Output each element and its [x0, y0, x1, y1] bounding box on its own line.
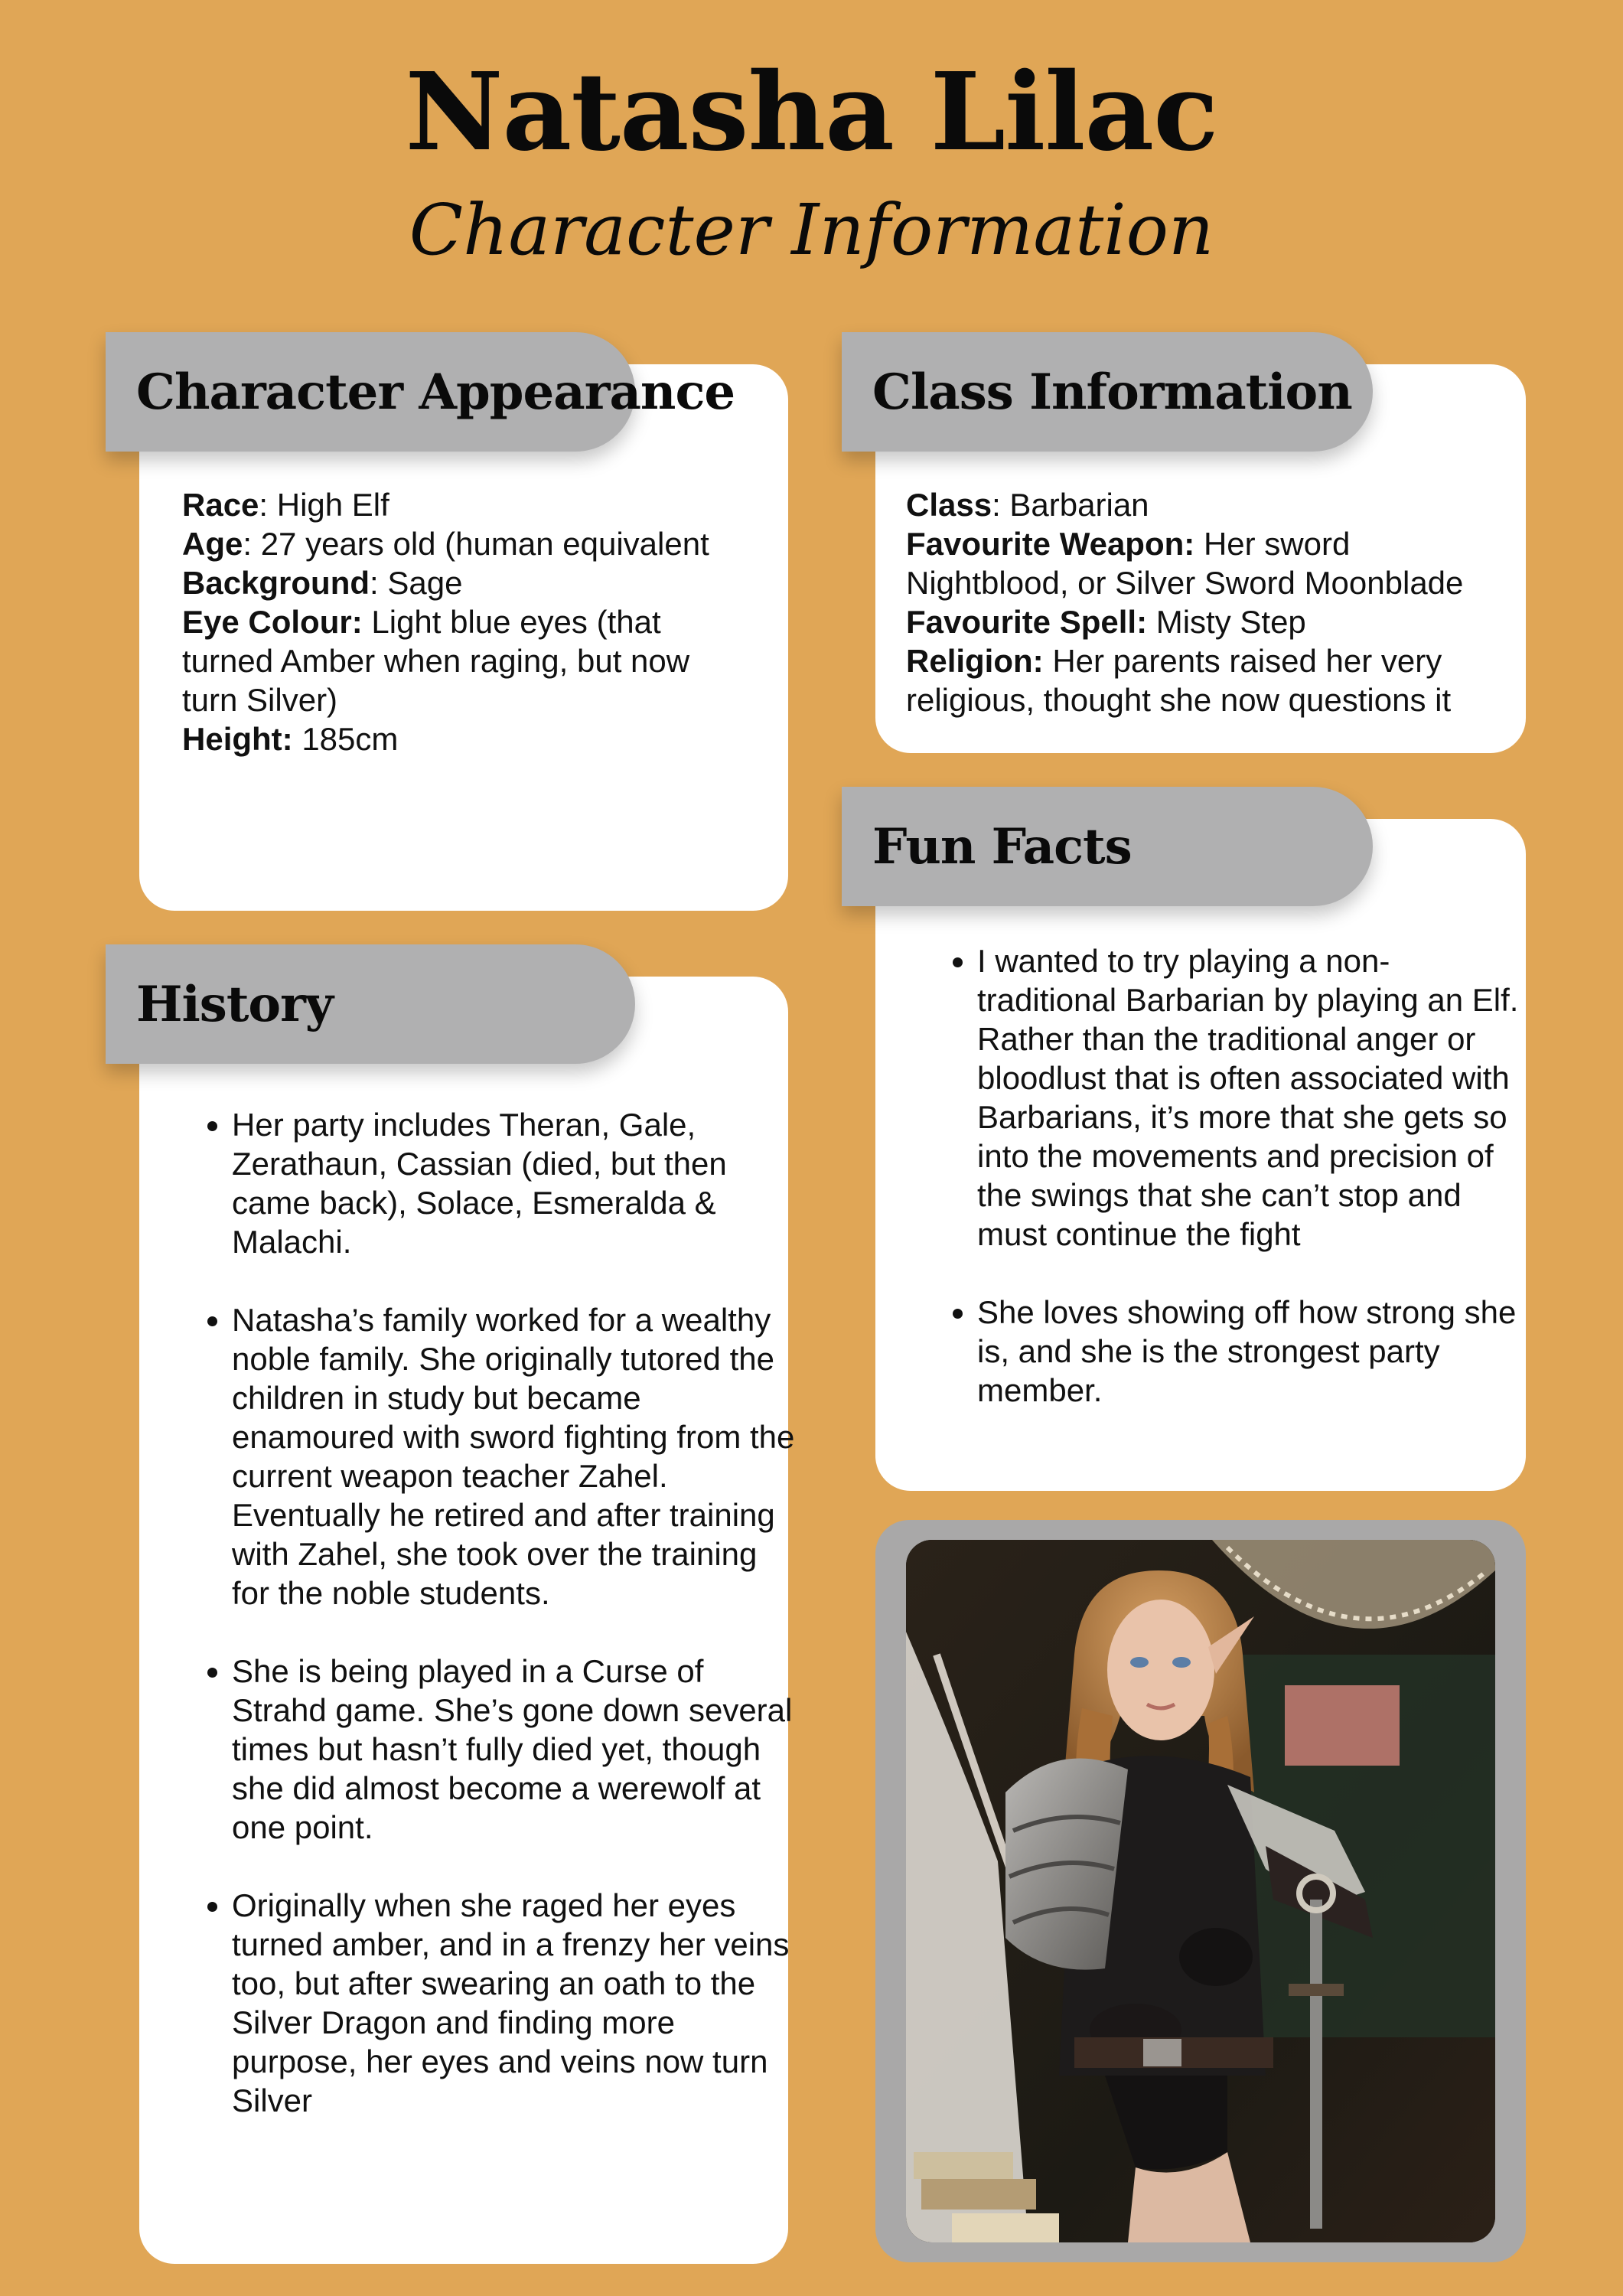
field-value: Her parents raised her very religious, thought she now questions it	[906, 643, 1452, 718]
field-value: Misty Step	[1155, 604, 1306, 640]
class-info-tab	[842, 332, 1373, 452]
list-item: • Her party includes Theran, Gale, Zerathaun, Cassian (died, but then came back), Solace, Esmeralda & Malachi.	[232, 1105, 798, 1261]
field-label: Race	[182, 487, 259, 523]
field-value: Her sword Nightblood, or Silver Sword Moonblade	[906, 526, 1464, 601]
history-list	[184, 1105, 798, 2120]
field-value: Light blue eyes (that turned Amber when raging, but now turn Silver)	[182, 604, 690, 718]
field-label: Class	[906, 487, 992, 523]
appearance-heading: Character Appearance	[136, 363, 735, 421]
history-heading: History	[136, 975, 333, 1033]
eye-colour-field	[182, 602, 748, 719]
field-value: 185cm	[301, 721, 399, 757]
fun-facts-heading: Fun Facts	[872, 817, 1132, 876]
field-label: Height:	[182, 721, 293, 757]
list-item: • She loves showing off how strong she is, and she is the strongest party member.	[977, 1293, 1528, 1410]
list-item: • She is being played in a Curse of Strahd game. She’s gone down several times but hasn’t fully died yet, though she did almost become a werewolf at one point.	[232, 1652, 798, 1847]
field-label: Background	[182, 565, 370, 601]
height-field	[182, 719, 748, 758]
list-item: • Natasha’s family worked for a wealthy noble family. She originally tutored the children in study but became enamoured with sword fighting from the current weapon teacher Zahel. Eventually he retired and after training with Zahel, she took over the training for the noble students.	[232, 1300, 798, 1613]
list-item: • I wanted to try playing a non-traditional Barbarian by playing an Elf. Rather than the traditional anger or bloodlust that is often associated with Barbarians, it’s more that she gets so into the movements and precision of the swings that she can’t stop and must continue the fight	[977, 941, 1528, 1254]
cosplay-portrait-image	[906, 1540, 1495, 2242]
appearance-tab	[106, 332, 735, 452]
class-field: Class: Barbarian	[906, 487, 1149, 523]
fun-facts-tab	[842, 787, 1373, 906]
field-label: Religion:	[906, 643, 1044, 679]
field-label: Age	[182, 526, 243, 562]
race-field: Race: High Elf	[182, 487, 389, 523]
field-label: Favourite Spell:	[906, 604, 1148, 640]
favourite-spell-field	[906, 602, 1511, 641]
history-tab	[106, 944, 635, 1064]
character-photo	[906, 1540, 1495, 2242]
list-item: • Originally when she raged her eyes turned amber, and in a frenzy her veins too, but after swearing an oath to the Silver Dragon and finding more purpose, her eyes and veins now turn Silver	[232, 1886, 798, 2120]
page-title: Natasha Lilac	[405, 50, 1218, 175]
field-value: 27 years old (human equivalent	[260, 526, 709, 562]
class-info-fields	[906, 485, 1511, 719]
age-field: Age: 27 years old (human equivalent	[182, 526, 709, 562]
field-value: Sage	[387, 565, 463, 601]
background-field: Background: Sage	[182, 565, 463, 601]
favourite-weapon-field	[906, 524, 1511, 602]
class-info-heading: Class Information	[872, 363, 1352, 421]
page-subtitle: Character Information	[409, 189, 1214, 271]
religion-field	[906, 641, 1511, 719]
photo-frame	[875, 1520, 1526, 2262]
fun-facts-list	[930, 941, 1528, 1410]
appearance-fields	[182, 485, 748, 758]
field-value: Barbarian	[1009, 487, 1149, 523]
field-label: Favourite Weapon:	[906, 526, 1195, 562]
field-label: Eye Colour:	[182, 604, 363, 640]
field-value: High Elf	[276, 487, 389, 523]
